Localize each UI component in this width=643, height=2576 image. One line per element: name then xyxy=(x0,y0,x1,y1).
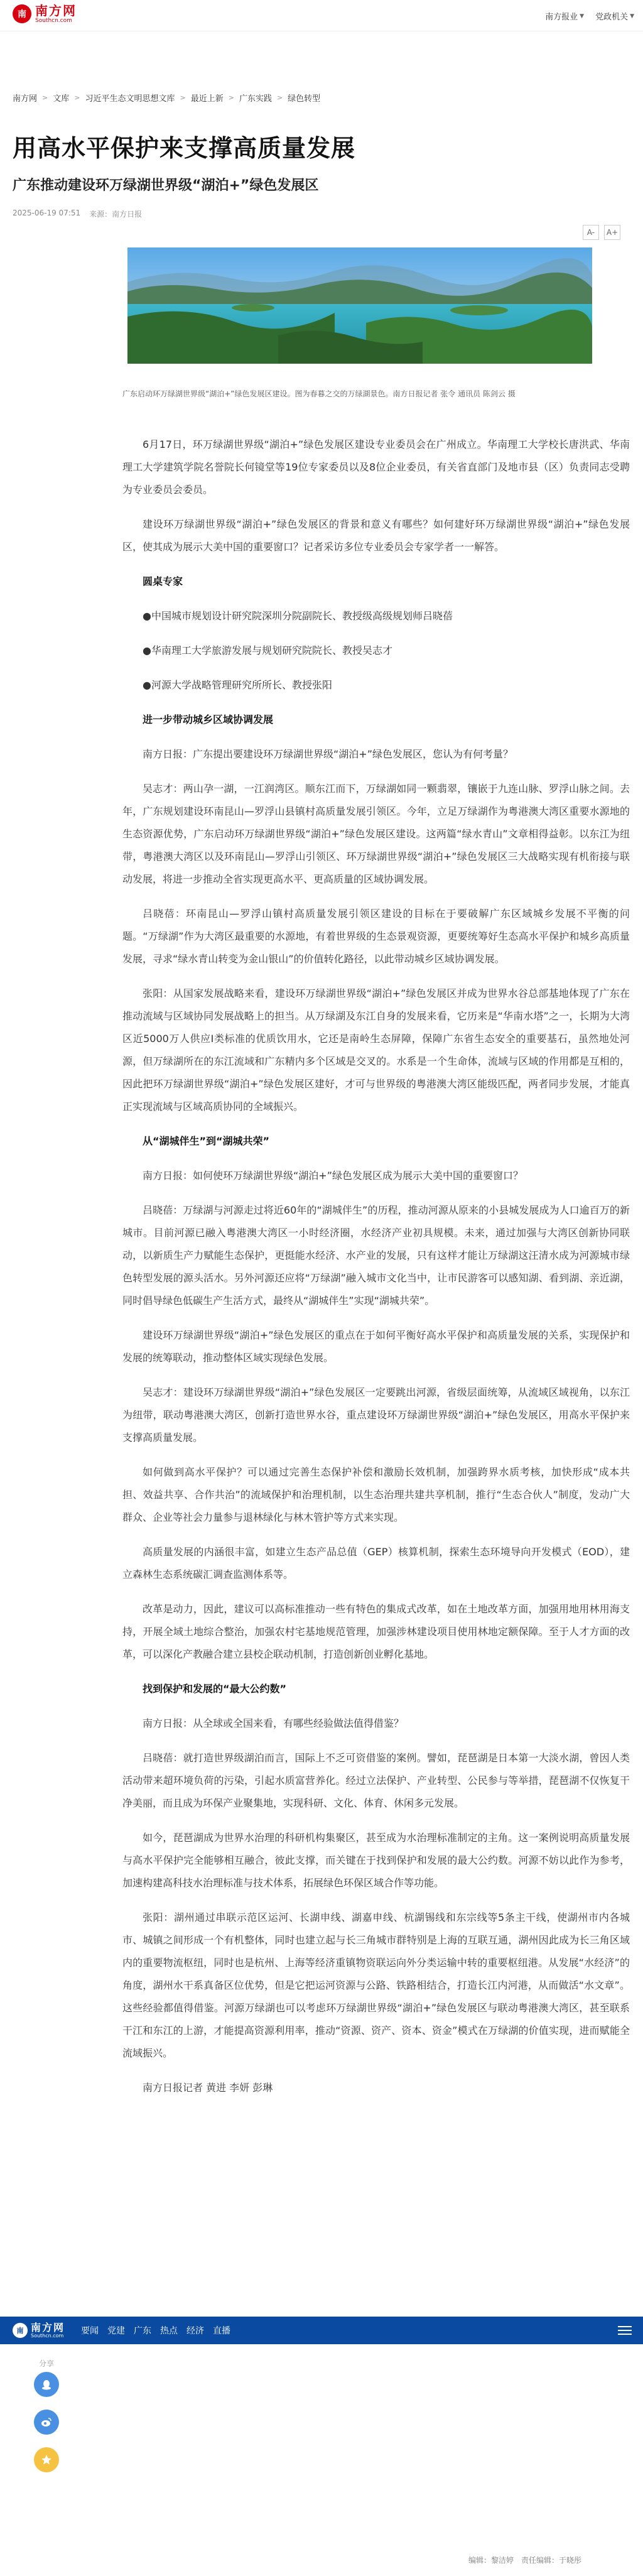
paragraph: 高质量发展的内涵很丰富，如建立生态产品总值（GEP）核算机制，探索生态环境导向开发模式（EOD），建立森林生态系统碳汇调查监测体系等。 xyxy=(122,1546,630,1580)
font-size-controls xyxy=(583,225,620,240)
bottom-logo[interactable] xyxy=(13,2322,65,2339)
font-decrease-button[interactable]: A- xyxy=(583,225,599,240)
site-logo[interactable] xyxy=(13,4,77,24)
paragraph: 如今，琵琶湖成为世界水治理的科研机构集聚区，甚至成为水治理标准制定的主角。这一案例说明高质量发展与高水平保护完全能够相互融合，彼此支撑，而关键在于找到保护和发展的最大公约数。河源不妨以此作为参考，加速构建高科技水治理标准与技术体系，拓展绿色环保区域合作等功能。 xyxy=(122,1832,630,1889)
paragraph: 6月17日，环万绿湖世界级“湖泊+”绿色发展区建设专业委员会在广州成立。华南理工大学校长唐洪武、华南理工大学建筑学院名誉院长何镜堂等19位专家委员以及8位企业委员，有关省直部门及地市县（区）负责同志受聘为专业委员会委员。 xyxy=(122,438,630,496)
nav-item[interactable]: 党建 xyxy=(107,2326,126,2336)
image-caption: 广东启动环万绿湖世界级“湖泊+”绿色发展区建设。图为春暮之交的万绿湖景色。南方日报记者 张令 通讯员 陈剑云 摄 xyxy=(122,389,516,398)
hero-image xyxy=(127,247,592,364)
nav-item[interactable]: 经济 xyxy=(186,2326,205,2336)
paragraph: 吴志才：两山孕一湖，一江润湾区。顺东江而下，万绿湖如同一颗翡翠，镶嵌于九连山脉、罗浮山脉之间。去年，广东规划建设环南昆山—罗浮山县镇村高质量发展引领区。今年，立足万绿湖作为粤港澳大湾区重要水源地的生态资源优势，广东启动环万绿湖世界级“湖泊+”绿色发展区建设。这两篇“绿水青山”文章相得益彰。以东江为纽带，粤港澳大湾区以及环南昆山—罗浮山引领区、环万绿湖世界级“湖泊+”绿色发展区三大战略实现有机衔接与联动发展，将进一步推动全省实现更高水平、更高质量的区域协调发展。 xyxy=(122,783,630,885)
page-title: 用高水平保护来支撑高质量发展 xyxy=(13,134,356,162)
publish-date: 2025-06-19 07:51 xyxy=(13,209,81,217)
paragraph: 建设环万绿湖世界级“湖泊+”绿色发展区的背景和意义有哪些？如何建好环万绿湖世界级“湖泊+”绿色发展区，使其成为展示大美中国的重要窗口？记者采访多位专业委员会专家学者一一解答。 xyxy=(122,518,630,553)
breadcrumb xyxy=(13,92,320,104)
breadcrumb-item[interactable]: 习近平生态文明思想文库 xyxy=(85,94,175,104)
expert-item: ●华南理工大学旅游发展与规划研究院院长、教授吴志才 xyxy=(143,644,392,656)
nav-item[interactable]: 广东 xyxy=(134,2326,152,2336)
share-label: 分享 xyxy=(39,2359,55,2368)
share-qq-icon[interactable] xyxy=(34,2372,59,2397)
lake-landscape-image xyxy=(127,247,592,364)
bottom-logo-mark: 南 xyxy=(13,2323,28,2338)
paragraph: 如何做到高水平保护？可以通过完善生态保护补偿和激励长效机制，加强跨界水质考核，加快形成“成本共担、效益共享、合作共治”的流域保护和治理机制，以生态治理共建共享机制，推行“生态合伙人”制度，发动广大群众、企业等社会力量参与退林绿化与林木管护等方式来实现。 xyxy=(122,1466,630,1523)
article-body xyxy=(122,433,630,2111)
breadcrumb-item[interactable]: 南方网 xyxy=(13,94,38,104)
editor: 编辑：黎洁婷 xyxy=(468,2556,514,2565)
logo-name: 南方网 xyxy=(35,3,77,18)
font-increase-button[interactable]: A+ xyxy=(604,225,620,240)
chevron-down-icon: ▼ xyxy=(630,13,634,19)
top-header xyxy=(0,0,643,31)
breadcrumb-item[interactable]: 广东实践 xyxy=(239,94,272,104)
paragraph: 南方日报：广东提出要建设环万绿湖世界级“湖泊+”绿色发展区，您认为有何考量？ xyxy=(143,748,513,760)
breadcrumb-item[interactable]: 绿色转型 xyxy=(288,94,321,104)
share-weibo-icon[interactable] xyxy=(34,2410,59,2435)
nanfang-baoye-link[interactable]: 南方报业 ▼ xyxy=(545,13,585,22)
nav-item[interactable]: 直播 xyxy=(213,2326,231,2336)
chevron-right-icon: > xyxy=(42,94,48,102)
paragraph: 建设环万绿湖世界级“湖泊+”绿色发展区的重点在于如何平衡好高水平保护和高质量发展的关系，实现保护和发展的统筹联动，推动整体区域实现绿色发展。 xyxy=(122,1329,630,1364)
dangzheng-jiguan-link[interactable]: 党政机关 ▼ xyxy=(595,13,634,22)
paragraph: 张阳：湖州通过串联示范区运河、长湖申线、湖嘉申线、杭湖锡线和东宗线等5条主干线，使湖州市内各城市、城镇之间形成一个有机整体，同时也建立起与长三角城市群特别是上海的互联互通，湖州因此成为长三角区域内的重要物流枢纽，同时也是杭州、上海等经济重镇物资联运向外分类运输中转的重要枢纽港。从发展“水经济”的角度，湖州水干系真备区位优势，但是它把运河资源与公路、铁路相结合，打造长江内河港，从而做活“水文章”。这些经验都值得借鉴。河源万绿湖也可以考虑环万绿湖世界级“湖泊+”绿色发展区与联动粤港澳大湾区，甚至联系干江和东江的上游，才能提高资源利用率，推动“资源、资产、资本、资金”模式在万绿湖的价值实现，进而赋能全流域振兴。 xyxy=(122,1911,630,2059)
paragraph: 改革是动力，因此，建议可以高标准推动一些有特色的集成式改革，如在土地改革方面，加强用地用林用海支持，开展全域土地综合整治，加强农村宅基地规范管理，加强涉林建设项目使用林地定额保障。至于人才方面的改革，可以深化产教融合建立县校企联动机制，打造创新创业孵化基地。 xyxy=(122,1603,630,1660)
nav-item[interactable]: 热点 xyxy=(160,2326,178,2336)
section-heading: 进一步带动城乡区域协调发展 xyxy=(143,714,274,726)
paragraph: 南方日报：从全球或全国来看，有哪些经验做法值得借鉴？ xyxy=(143,1717,404,1729)
editor-info xyxy=(468,2555,581,2565)
logo-mark: 南 xyxy=(13,4,31,23)
article-meta xyxy=(13,209,142,219)
article-source: 来源：南方日报 xyxy=(89,210,143,219)
chevron-right-icon: > xyxy=(276,94,283,102)
paragraph: 南方日报：如何使环万绿湖世界级“湖泊+”绿色发展区成为展示大美中国的重要窗口？ xyxy=(143,1170,523,1182)
section-heading: 找到保护和发展的“最大公约数” xyxy=(143,1683,287,1695)
chevron-down-icon: ▼ xyxy=(580,13,585,19)
paragraph: 吕晓蓓：万绿湖与河源走过将近60年的“湖城伴生”的历程，推动河源从原来的小县城发展成为人口逾百万的新城市。目前河源已融入粤港澳大湾区一小时经济圈，水经济产业初具规模。未来，通过加强与大湾区创新协同联动，以新质生产力赋能生态保护，更挺能水经济、水产业的发展，只有这样才能让万绿湖这汪清水成为河源城市绿色转型发展的源头活水。另外河源还应将“万绿湖”融入城市文化当中，让市民游客可以感知湖、看到湖、亲近湖，同时倡导绿色低碳生产生活方式，最终从“湖城伴生”实现“湖城共荣”。 xyxy=(122,1204,630,1307)
section-heading: 从“湖城伴生”到“湖城共荣” xyxy=(143,1135,270,1147)
bottom-logo-domain: Southcn.com xyxy=(31,2333,64,2339)
reviewer: 责任编辑：于晓彤 xyxy=(521,2556,582,2565)
logo-domain: Southcn.com xyxy=(35,18,72,24)
expert-item: ●中国城市规划设计研究院深圳分院副院长、教授级高级规划师吕晓蓓 xyxy=(143,610,453,622)
bottom-nav xyxy=(81,2324,230,2337)
expert-item: ●河源大学战略管理研究所所长、教授张阳 xyxy=(143,679,332,691)
paragraph: 张阳：从国家发展战略来看，建设环万绿湖世界级“湖泊+”绿色发展区并成为世界水谷总部基地体现了广东在推动流域与区域协同发展战略上的担当。从万绿湖及东江自身的发展来看，它历来是“华南水塔”之一，长期为大湾区近5000万人供应Ⅰ类标准的优质饮用水，它还是南岭生态屏障，保障广东省生态安全的重要基石，虽然地处河源，但万绿湖所在的东江流域和广东精内多个区域是交叉的。水系是一个生命体，流域与区域的作用都是互相的，因此把环万绿湖世界级“湖泊+”绿色发展区建好，才可与世界级的粤港澳大湾区能级匹配，两者同步发展，才能真正实现流域与区域高质协同的全域振兴。 xyxy=(122,987,630,1112)
top-links xyxy=(545,10,634,22)
breadcrumb-item[interactable]: 最近上新 xyxy=(190,94,224,104)
nav-item[interactable]: 要闻 xyxy=(81,2326,99,2336)
paragraph: 吴志才：建设环万绿湖世界级“湖泊+”绿色发展区一定要跳出河源，省级层面统筹，从流域区域视角，以东江为纽带，联动粤港澳大湾区，创新打造世界水谷，重点建设环万绿湖世界级“湖泊+”绿色发展区，用高水平保护来支撑高质量发展。 xyxy=(122,1386,630,1443)
paragraph: 吕晓蓓：环南昆山—罗浮山镇村高质量发展引领区建设的目标在于要破解广东区域城乡发展不平衡的问题。“万绿湖”作为大湾区最重要的水源地，有着世界级的生态景观资源，更要统筹好生态高水平保护和城乡高质量发展，寻求“绿水青山转变为金山银山”的价值转化路径，以此带动城乡区域协调发展。 xyxy=(122,908,630,965)
chevron-right-icon: > xyxy=(180,94,186,102)
menu-icon[interactable] xyxy=(618,2323,632,2337)
section-heading: 圆桌专家 xyxy=(143,575,183,587)
byline: 南方日报记者 黄进 李妍 彭琳 xyxy=(143,2082,273,2094)
bottom-logo-name: 南方网 xyxy=(31,2322,65,2334)
breadcrumb-item[interactable]: 文库 xyxy=(53,94,70,104)
paragraph: 吕晓蓓：就打造世界级湖泊而言，国际上不乏可资借鉴的案例。譬如，琵琶湖是日本第一大淡水湖，曾因人类活动带来超环境负荷的污染，引起水质富营养化。经过立法保护、产业转型、公民参与等举措，琵琶湖不仅恢复干净美丽，而且成为环保产业聚集地，实现科研、文化、体育、休闲多元发展。 xyxy=(122,1752,630,1809)
chevron-right-icon: > xyxy=(74,94,80,102)
bottom-nav-bar xyxy=(0,2317,643,2344)
article-subtitle: 广东推动建设环万绿湖世界级“湖泊+”绿色发展区 xyxy=(13,178,319,193)
chevron-right-icon: > xyxy=(228,94,234,102)
share-qzone-icon[interactable] xyxy=(34,2447,59,2472)
